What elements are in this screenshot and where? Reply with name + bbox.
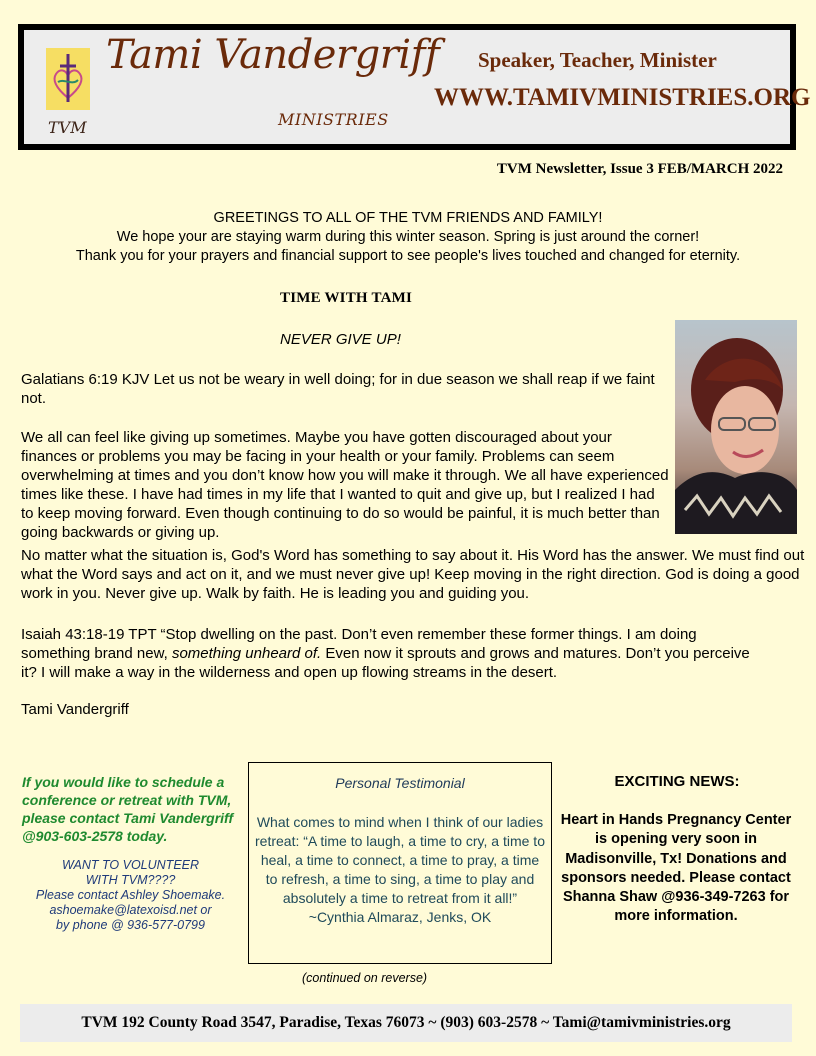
volunteer-line: WITH TVM???? [85,873,176,887]
scripture-isaiah [21,625,761,682]
news-body: Heart in Hands Pregnancy Center is opening very soon in Madisonville, Tx! Donations and sponsors needed. Please contact Shanna Shaw @936-349-7263 for more information. [560,812,792,925]
ministry-logo [46,48,90,110]
news-heading: EXCITING NEWS: [614,773,740,790]
verse-text: Even now it sprouts and grows and matures. Don’t you perceive it? I will make a way in the wilderness and open up flowing streams in the desert. [21,645,750,681]
testimonial-quote: What comes to mind when I think of our ladies retreat: “A time to laugh, a time to cry, a time to heal, a time to connect, a time to pray, a time to refresh, a time to sing, a time to play and absolutely a time to retreat from it all!” [255,814,545,906]
tagline: Speaker, Teacher, Minister [478,48,717,72]
greeting-line: GREETINGS TO ALL OF THE TVM FRIENDS AND FAMILY! [213,210,603,226]
volunteer-line: WANT TO VOLUNTEER [61,858,200,872]
brand-name: Tami Vandergriff [106,32,440,78]
brand-subtitle: MINISTRIES [278,110,389,129]
footer-bar [20,1004,792,1042]
verse-text: Isaiah 43:18-19 TPT “Stop dwelling on the past. Don’t even remember these former things. I am doing something brand new, [21,626,697,662]
greeting-block [0,209,816,266]
masthead [18,24,811,150]
volunteer-callout [18,858,243,933]
schedule-callout: If you would like to schedule a conference or retreat with TVM, please contact Tami Vandergriff @903-603-2578 today. [22,774,234,844]
issue-line: TVM Newsletter, Issue 3 FEB/MARCH 2022 [496,161,783,177]
article-paragraph: No matter what the situation is, God's Word has something to say about it. His Word has the answer. We must find out what the Word says and act on it, and we must never give up! Keep moving in the right direction. God is doing a good work in you. Never give up. Walk by faith. He is leading you and guiding you. [21,547,805,602]
section-subtitle: NEVER GIVE UP! [280,331,401,348]
greeting-line: We hope your are staying warm during this winter season. Spring is just around the corner! [116,229,700,245]
footer-contact: TVM 192 County Road 3547, Paradise, Texas 76073 ~ (903) 603-2578 ~ Tami@tamivministries.org [81,1014,731,1031]
article-paragraph: We all can feel like giving up sometimes. Maybe you have gotten discouraged about your finances or problems you may be facing in your health or your family. Problems can seem overwhelming at times and you don’t know how you will make it through. We all have experienced times like these. I have had times in my life that I wanted to quit and give up, but I realized I had to keep moving forward. Even though continuing to do so would be painful, it is much better than going backwards or giving up. [21,429,669,541]
volunteer-line: Please contact Ashley Shoemake. [35,888,226,902]
testimonial-box [248,762,552,964]
testimonial-body [255,813,545,927]
greeting-line: Thank you for your prayers and financial support to see people's lives touched and changed for eternity. [75,248,741,264]
continued-note: (continued on reverse) [302,971,428,985]
section-title: TIME WITH TAMI [280,290,412,306]
website-link[interactable]: WWW.TAMIVMINISTRIES.ORG [434,84,811,111]
logo-caption: TVM [48,118,87,137]
volunteer-line: by phone @ 936-577-0799 [56,918,205,932]
signoff: Tami Vandergriff [21,701,129,718]
verse-emphasis: something unheard of. [171,645,322,662]
volunteer-email[interactable]: ashoemake@latexoisd.net or [49,903,212,917]
cross-heart-icon [46,48,90,110]
author-photo [675,320,797,534]
scripture-galatians: Galatians 6:19 KJV Let us not be weary in well doing; for in due season we shall reap if we faint not. [21,371,655,407]
testimonial-heading: Personal Testimonial [335,775,465,791]
testimonial-author: ~Cynthia Almaraz, Jenks, OK [308,909,492,925]
